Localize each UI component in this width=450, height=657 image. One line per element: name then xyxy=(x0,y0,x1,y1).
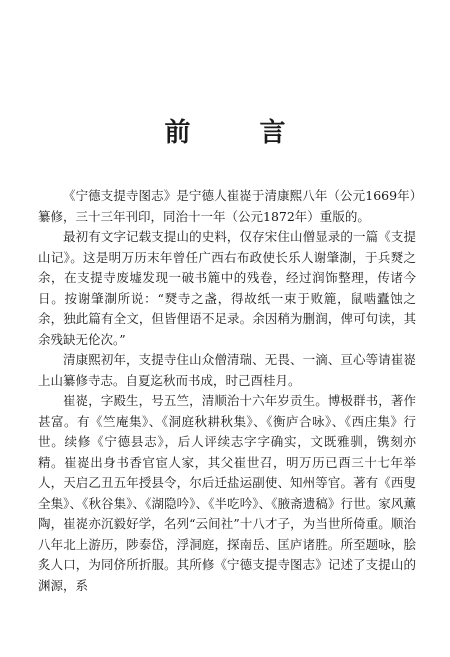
paragraph: 清康熙初年，支提寺住山众僧清瑞、无畏、一滴、亘心等请崔嵸上山纂修寺志。自夏迄秋而书成，时己酉桂月。 xyxy=(38,352,416,388)
paragraph: 最初有文字记载支提山的史料，仅存宋住山僧显录的一篇《支提山记》。这是明万历末年曾任广西右布政使长乐人谢肇淛，于兵燹之余，在支提寺废墟发现一破书簏中的残卷，经过润饰整理，传诸今日。按谢肇淛所说：“燹寺之盏，得故纸一束于败簏，鼠啮蠹蚀之余，独此篇有全文，但皆俚语不足录。余因稍为删润，俾可句读，其余残缺无伦次。” xyxy=(38,229,416,347)
paragraph: 《宁德支提寺图志》是宁德人崔嵸于清康熙八年（公元1669年）纂修，三十三年刊印，同治十一年（公元1872年）重版的。 xyxy=(38,188,416,224)
paragraph: 崔嵸，字殿生，号五竺，清顺治十六年岁贡生。博极群书，著作甚富。有《竺庵集》、《洞庭秋耕秋集》、《衡庐合咏》、《西庄集》行世。续修《宁德县志》，后人评续志字字确实，文既雅驯，镌刻亦精。崔嵸出身书香官宦人家，其父崔世召，明万历已酉三十七年举人，天启乙丑五年授县令，尔后迁盐运副使、知州等官。著有《西叟全集》、《秋谷集》、《湖隐吟》、《半吃吟》、《腋斋遗稿》行世。家风薰陶，崔嵸亦沉毅好学，名列“云间社”十八才子，为当世所倚重。顺治八年北上游历，陟泰岱，浮洞庭，探南岳、匡庐诸胜。所至题咏，脍炙人口，为同侪所折服。其所修《宁德支提寺图志》记述了支提山的渊源，系 xyxy=(38,393,416,593)
page-title: 前 言 xyxy=(164,118,316,148)
body-text xyxy=(38,186,416,596)
